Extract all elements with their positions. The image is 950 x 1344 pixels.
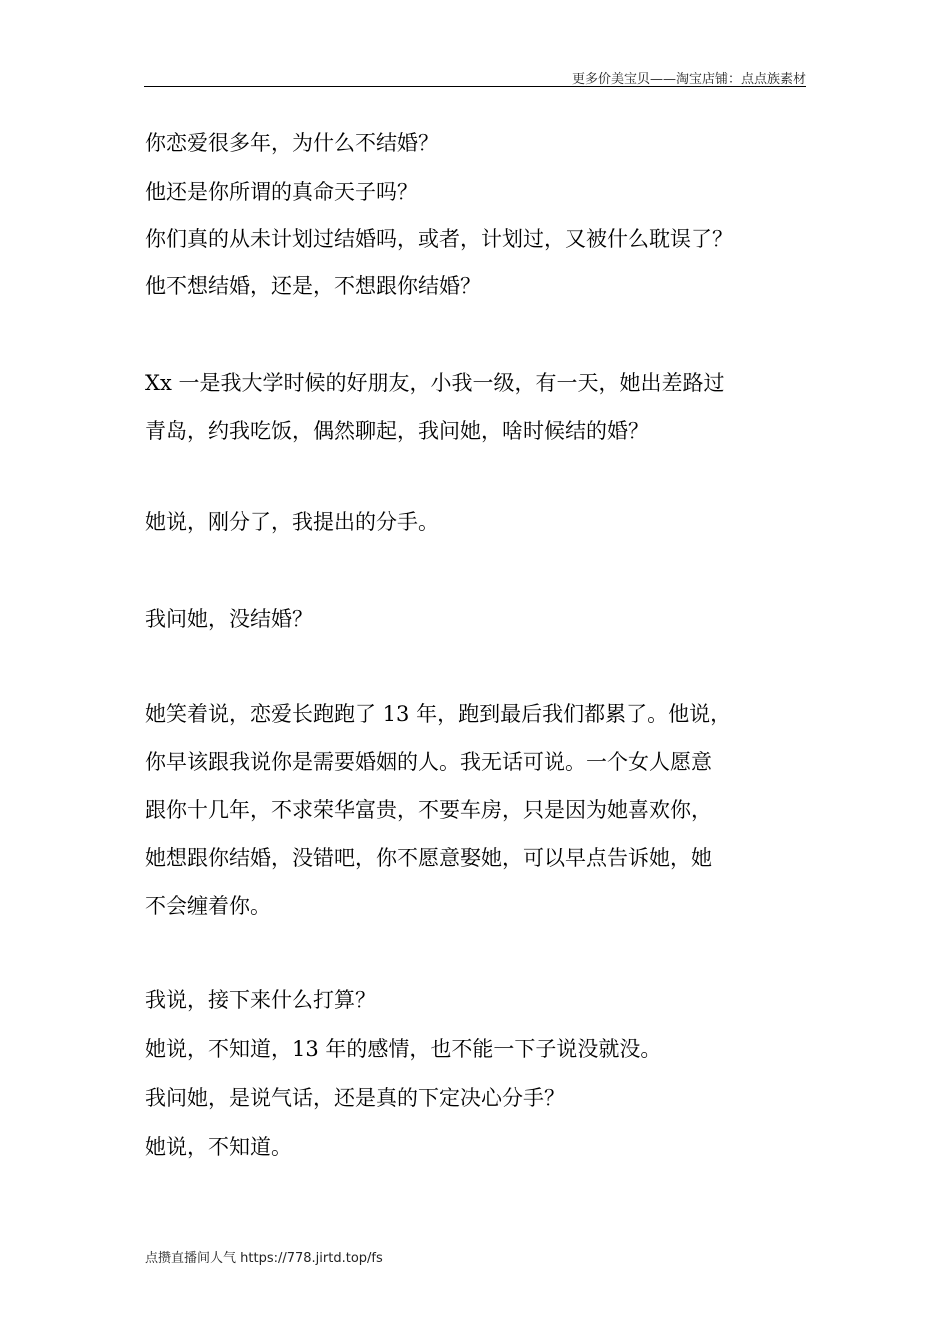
text-line: 她说，不知道，13 年的感情，也不能一下子说没就没。 bbox=[145, 1037, 662, 1061]
paragraph-gap bbox=[145, 636, 825, 697]
text-line: 她想跟你结婚，没错吧，你不愿意娶她，可以早点告诉她，她 bbox=[145, 846, 712, 870]
paragraph-not-married bbox=[145, 602, 825, 636]
text-line: 她说，刚分了，我提出的分手。 bbox=[145, 510, 439, 534]
text-line: 她笑着说，恋爱长跑跑了 13 年，跑到最后我们都累了。他说， bbox=[145, 702, 732, 726]
paragraph-gap bbox=[145, 303, 825, 366]
page-footer: 点攒直播间人气 https://778.jirtd.top/fs bbox=[145, 1251, 383, 1266]
text-line: 青岛，约我吃饭，偶然聊起，我问她，啥时候结的婚？ bbox=[145, 419, 649, 443]
page-header: 更多价美宝贝——淘宝店铺：点点族素材 bbox=[571, 72, 806, 87]
text-line: Xx 一是我大学时候的好朋友，小我一级，有一天，她出差路过 bbox=[145, 371, 725, 395]
text-line: 我问她，是说气话，还是真的下定决心分手？ bbox=[145, 1086, 565, 1110]
text-line: 我说，接下来什么打算？ bbox=[145, 988, 376, 1012]
text-line: 你们真的从未计划过结婚吗，或者，计划过，又被什么耽误了？ bbox=[145, 227, 733, 251]
text-line: 跟你十几年，不求荣华富贵，不要车房，只是因为她喜欢你， bbox=[145, 798, 712, 822]
paragraph-friend-intro bbox=[145, 366, 825, 448]
text-line: 她说，不知道。 bbox=[145, 1135, 292, 1159]
text-line: 他还是你所谓的真命天子吗？ bbox=[145, 180, 418, 204]
text-line: 你恋爱很多年，为什么不结婚？ bbox=[145, 131, 439, 155]
paragraph-breakup bbox=[145, 505, 825, 539]
paragraph-plans bbox=[145, 983, 825, 1164]
text-line: 你早该跟我说你是需要婚姻的人。我无话可说。一个女人愿意 bbox=[145, 750, 712, 774]
document-body bbox=[145, 126, 825, 1164]
paragraph-questions bbox=[145, 126, 825, 303]
text-line: 不会缠着你。 bbox=[145, 894, 271, 918]
text-line: 他不想结婚，还是，不想跟你结婚？ bbox=[145, 274, 481, 298]
text-line: 我问她，没结婚？ bbox=[145, 607, 313, 631]
paragraph-thirteen-years bbox=[145, 697, 825, 923]
paragraph-gap bbox=[145, 448, 825, 505]
paragraph-gap bbox=[145, 923, 825, 983]
header-divider bbox=[144, 86, 806, 87]
paragraph-gap bbox=[145, 539, 825, 602]
